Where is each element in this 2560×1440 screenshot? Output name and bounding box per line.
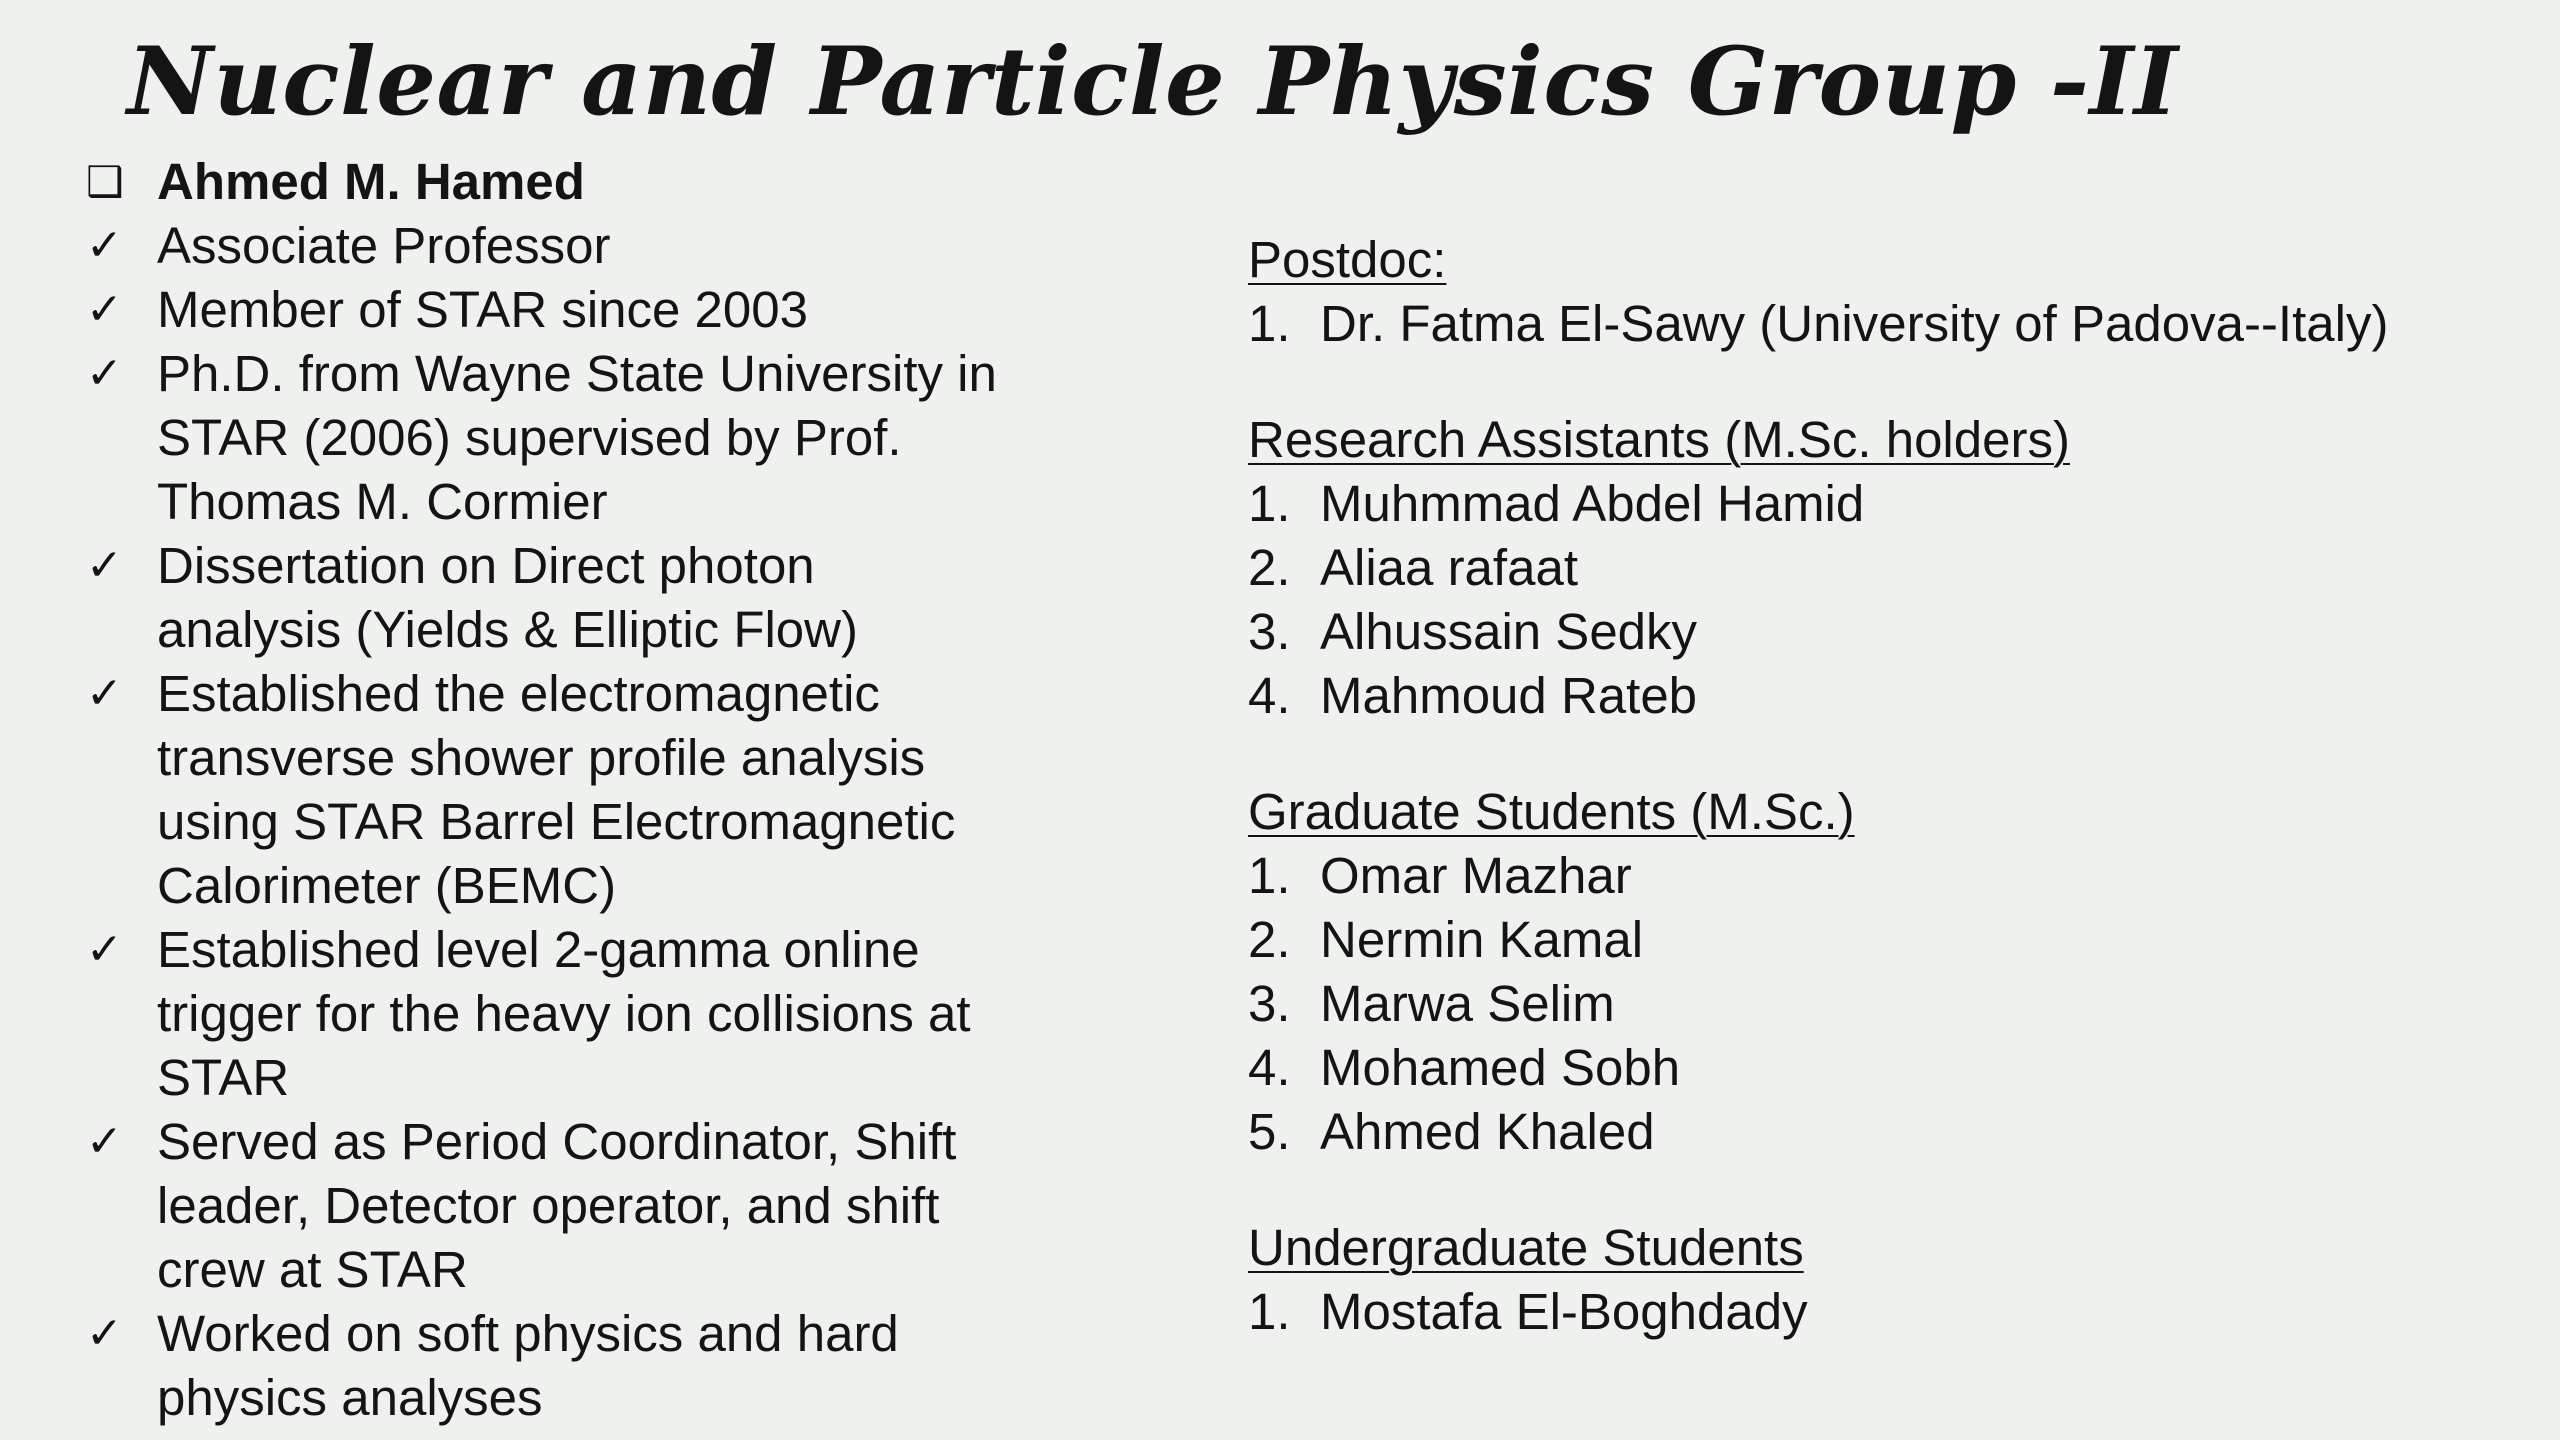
profile-item-line: trigger for the heavy ion collisions at [157,985,971,1042]
profile-item [0,214,1120,278]
profile-items [0,214,1120,1430]
member-list-item [1248,972,2548,1036]
member-name: Mohamed Sobh [1320,1039,1681,1096]
checkmark-icon: ✓ [86,220,123,271]
list-number: 3. [1248,603,1291,660]
member-list-item [1248,1280,2548,1344]
member-name: Mahmoud Rateb [1320,667,1698,724]
member-section [1248,228,2548,356]
member-list-item [1248,1100,2548,1164]
member-name: Aliaa rafaat [1320,539,1578,596]
list-number: 1. [1248,847,1291,904]
profile-item-line: Dissertation on Direct photon [157,537,815,594]
list-number: 1. [1248,1283,1291,1340]
profile-item-line: leader, Detector operator, and shift [157,1177,940,1234]
profile-item [0,662,1120,918]
list-number: 5. [1248,1103,1291,1160]
member-name: Alhussain Sedky [1320,603,1698,660]
section-heading: Undergraduate Students [1248,1219,1804,1276]
profile-item-line: Calorimeter (BEMC) [157,857,617,914]
section-heading: Postdoc: [1248,231,1447,288]
profile-item-line: physics analyses [157,1369,543,1426]
profile-item-line: Established level 2-gamma online [157,921,920,978]
member-name: Ahmed Khaled [1320,1103,1655,1160]
profile-item-line: analysis (Yields & Elliptic Flow) [157,601,858,658]
profile-item [0,1110,1120,1302]
list-number: 1. [1248,475,1291,532]
member-section [1248,780,2548,1164]
profile-name-row [0,150,1120,214]
profile-item-line: using STAR Barrel Electromagnetic [157,793,956,850]
member-name: Omar Mazhar [1320,847,1632,904]
checkmark-icon: ✓ [86,924,123,975]
member-section [1248,408,2548,728]
member-sections [1248,228,2548,1344]
checkmark-icon: ✓ [86,1308,123,1359]
profile-column [0,150,1120,1430]
checkmark-icon: ✓ [86,668,123,719]
member-list-item [1248,600,2548,664]
member-list-item [1248,844,2548,908]
profile-item-line: STAR [157,1049,290,1106]
checkmark-icon: ✓ [86,348,123,399]
list-number: 2. [1248,539,1291,596]
member-name: Muhmmad Abdel Hamid [1320,475,1865,532]
profile-item [0,1302,1120,1430]
section-heading: Research Assistants (M.Sc. holders) [1248,411,2070,468]
list-number: 4. [1248,667,1291,724]
profile-item-line: Established the electromagnetic [157,665,880,722]
profile-item-line: Member of STAR since 2003 [157,281,808,338]
checkmark-icon: ✓ [86,540,123,591]
list-number: 4. [1248,1039,1291,1096]
profile-item-line: Ph.D. from Wayne State University in [157,345,997,402]
member-list-item [1248,472,2548,536]
member-name: Mostafa El-Boghdady [1320,1283,1808,1340]
group-members-column [1248,228,2548,1396]
checkmark-icon: ✓ [86,1116,123,1167]
member-name: Nermin Kamal [1320,911,1644,968]
member-name: Marwa Selim [1320,975,1615,1032]
profile-item [0,918,1120,1110]
profile-item [0,278,1120,342]
profile-item [0,534,1120,662]
member-list-item [1248,664,2548,728]
list-number: 1. [1248,295,1291,352]
square-bullet-icon: ❑ [86,157,124,206]
list-number: 2. [1248,911,1291,968]
section-heading: Graduate Students (M.Sc.) [1248,783,1855,840]
profile-item-line: crew at STAR [157,1241,468,1298]
profile-item-line: transverse shower profile analysis [157,729,926,786]
profile-item-line: STAR (2006) supervised by Prof. [157,409,902,466]
profile-item-line: Thomas M. Cormier [157,473,608,530]
member-list-item [1248,1036,2548,1100]
slide-title: Nuclear and Particle Physics Group -II [127,27,2179,137]
profile-item-line: Associate Professor [157,217,611,274]
member-list-item [1248,908,2548,972]
profile-item-line: Served as Period Coordinator, Shift [157,1113,957,1170]
list-number: 3. [1248,975,1291,1032]
member-name: Dr. Fatma El-Sawy (University of Padova--Italy) [1320,295,2389,352]
checkmark-icon: ✓ [86,284,123,335]
profile-name: Ahmed M. Hamed [157,153,585,210]
member-list-item [1248,536,2548,600]
profile-item-line: Worked on soft physics and hard [157,1305,899,1362]
member-section [1248,1216,2548,1344]
profile-item [0,342,1120,534]
member-list-item [1248,292,2548,356]
